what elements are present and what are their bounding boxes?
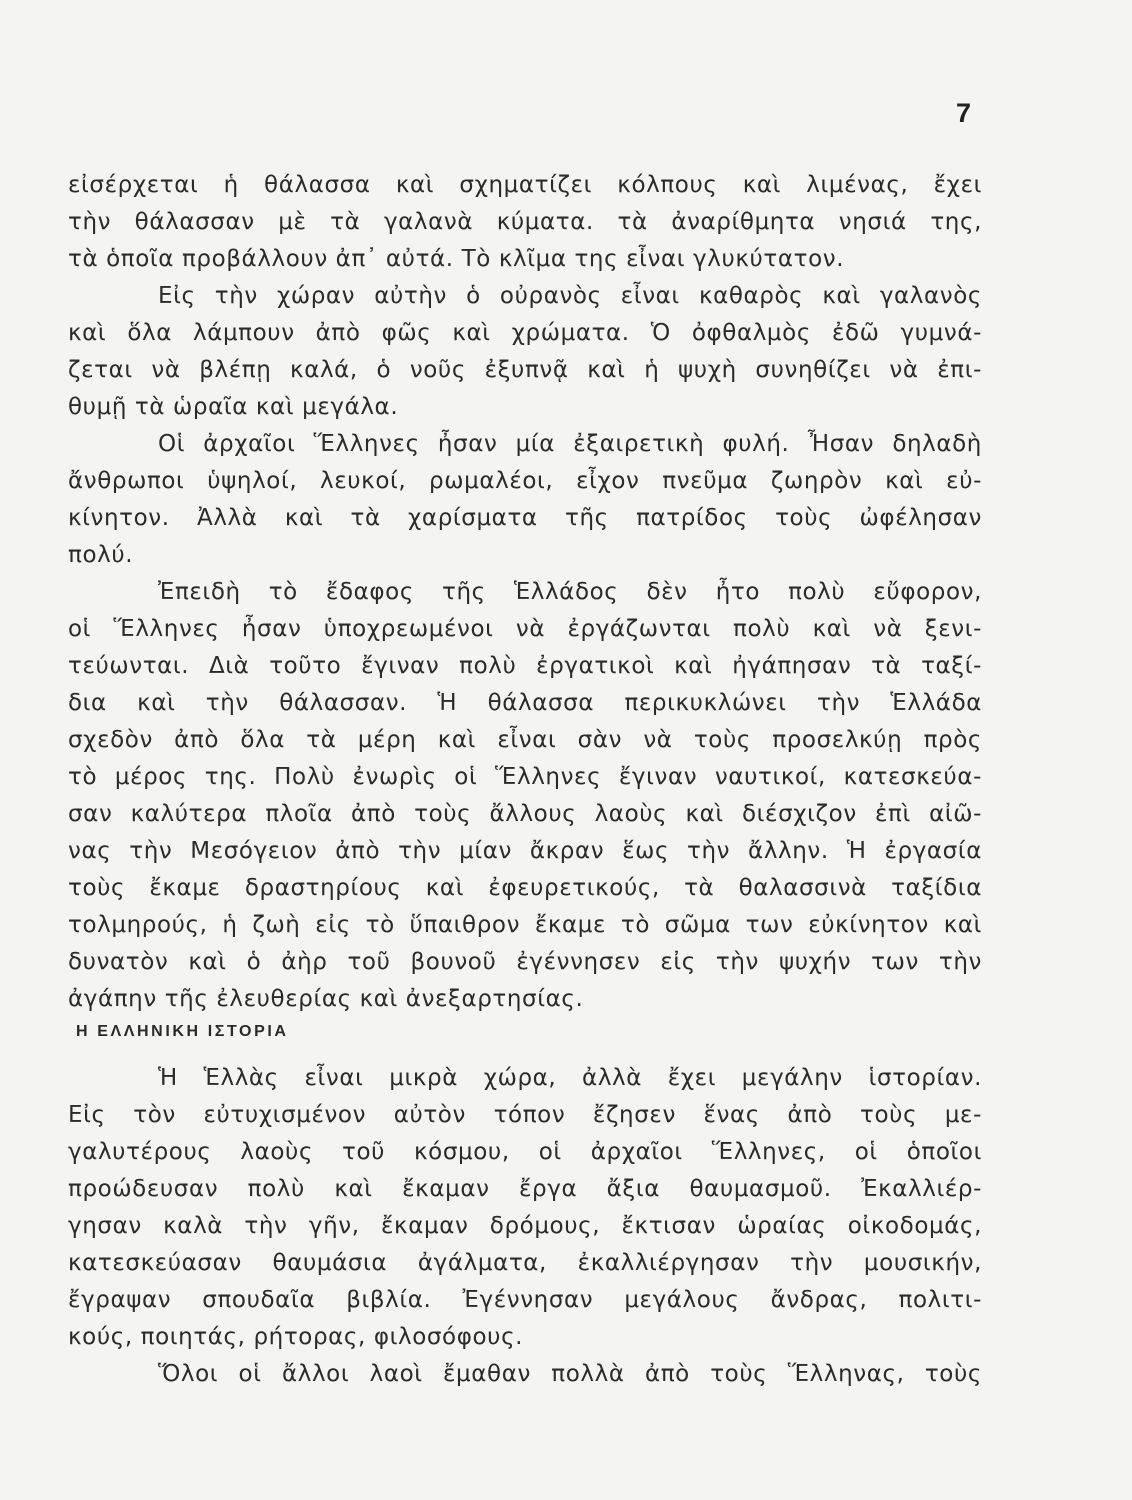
text-line: σχεδὸν ἀπὸ ὅλα τὰ μέρη καὶ εἶναι σὰν νὰ τοὺς προσελκύῃ πρὸς [68, 727, 982, 753]
text-line: γησαν καλὰ τὴν γῆν, ἔκαμαν δρόμους, ἔκτισαν ὡραίας οἰκοδομάς, [68, 1213, 982, 1239]
text-line: δυνατὸν καὶ ὁ ἀὴρ τοῦ βουνοῦ ἐγέννησεν εἰς τὴν ψυχήν των τὴν [68, 949, 982, 975]
text-line: οἱ Ἕλληνες ἦσαν ὑποχρεωμένοι νὰ ἐργάζωνται πολὺ καὶ νὰ ξενι- [68, 616, 982, 642]
text-line: ἀγάπην τῆς ἐλευθερίας καὶ ἀνεξαρτησίας. [68, 986, 584, 1012]
text-line: Εἰς τὸν εὐτυχισμένον αὐτὸν τόπον ἔζησεν ἕνας ἀπὸ τοὺς με- [68, 1102, 982, 1128]
text-line: εἰσέρχεται ἡ θάλασσα καὶ σχηματίζει κόλπους καὶ λιμένας, ἔχει [68, 172, 982, 198]
text-line: γαλυτέρους λαοὺς τοῦ κόσμου, οἱ ἀρχαῖοι Ἕλληνες, οἱ ὁποῖοι [68, 1139, 982, 1165]
text-line: τολμηρούς, ἡ ζωὴ εἰς τὸ ὕπαιθρον ἔκαμε τὸ σῶμα των εὐκίνητον καὶ [68, 912, 982, 938]
text-line: ζεται νὰ βλέπῃ καλά, ὁ νοῦς ἐξυπνᾷ καὶ ἡ ψυχὴ συνηθίζει νὰ ἐπι- [68, 357, 982, 383]
text-line: Ἐπειδὴ τὸ ἔδαφος τῆς Ἑλλάδος δὲν ἦτο πολὺ εὔφορον, [158, 579, 982, 605]
text-line: τὰ ὁποῖα προβάλλουν ἀπ᾽ αὐτά. Τὸ κλῖμα της εἶναι γλυκύτατον. [68, 246, 845, 272]
text-line: κίνητον. Ἀλλὰ καὶ τὰ χαρίσματα τῆς πατρίδος τοὺς ὠφέλησαν [68, 505, 982, 531]
text-line: καὶ ὅλα λάμπουν ἀπὸ φῶς καὶ χρώματα. Ὁ ὀφθαλμὸς ἐδῶ γυμνά- [68, 320, 982, 346]
text-line: Οἱ ἀρχαῖοι Ἕλληνες ἦσαν μία ἐξαιρετικὴ φυλή. Ἦσαν δηλαδὴ [158, 431, 982, 457]
text-line: τὸ μέρος της. Πολὺ ἐνωρὶς οἱ Ἕλληνες ἔγιναν ναυτικοί, κατεσκεύα- [68, 764, 982, 790]
text-line: Εἰς τὴν χώραν αὐτὴν ὁ οὐρανὸς εἶναι καθαρὸς καὶ γαλανὸς [158, 283, 982, 309]
text-line: τοὺς ἔκαμε δραστηρίους καὶ ἐφευρετικούς, τὰ θαλασσινὰ ταξίδια [68, 875, 982, 901]
text-line: ἔγραψαν σπουδαῖα βιβλία. Ἐγέννησαν μεγάλους ἄνδρας, πολιτι- [68, 1287, 982, 1313]
text-line: θυμῇ τὰ ὡραῖα καὶ μεγάλα. [68, 394, 399, 420]
text-line: κούς, ποιητάς, ρήτορας, φιλοσόφους. [68, 1324, 524, 1350]
section-heading: Η ΕΛΛΗΝΙΚΗ ΙΣΤΟΡΙΑ [76, 1023, 289, 1040]
text-line: Ὅλοι οἱ ἄλλοι λαοὶ ἔμαθαν πολλὰ ἀπὸ τοὺς Ἕλληνας, τοὺς [158, 1361, 982, 1387]
text-line: τὴν θάλασσαν μὲ τὰ γαλανὰ κύματα. τὰ ἀναρίθμητα νησιά της, [68, 209, 982, 235]
text-line: προώδευσαν πολὺ καὶ ἔκαμαν ἔργα ἄξια θαυμασμοῦ. Ἐκαλλιέρ- [68, 1176, 982, 1202]
text-line: νας τὴν Μεσόγειον ἀπὸ τὴν μίαν ἄκραν ἕως τὴν ἄλλην. Ἡ ἐργασία [68, 838, 982, 864]
text-line: δια καὶ τὴν θάλασσαν. Ἡ θάλασσα περικυκλώνει τὴν Ἑλλάδα [68, 690, 982, 716]
text-line: Ἡ Ἑλλὰς εἶναι μικρὰ χώρα, ἀλλὰ ἔχει μεγάλην ἱστορίαν. [158, 1065, 982, 1091]
page-number: 7 [956, 98, 972, 128]
text-line: κατεσκεύασαν θαυμάσια ἀγάλματα, ἐκαλλιέργησαν τὴν μουσικήν, [68, 1250, 982, 1276]
text-line: σαν καλύτερα πλοῖα ἀπὸ τοὺς ἄλλους λαοὺς καὶ διέσχιζον ἐπὶ αἰῶ- [68, 801, 982, 827]
text-line: τεύωνται. Διὰ τοῦτο ἔγιναν πολὺ ἐργατικοὶ καὶ ἠγάπησαν τὰ ταξί- [68, 653, 982, 679]
text-line: ἄνθρωποι ὑψηλοί, λευκοί, ρωμαλέοι, εἶχον πνεῦμα ζωηρὸν καὶ εὐ- [68, 468, 982, 494]
text-line: πολύ. [68, 542, 134, 568]
